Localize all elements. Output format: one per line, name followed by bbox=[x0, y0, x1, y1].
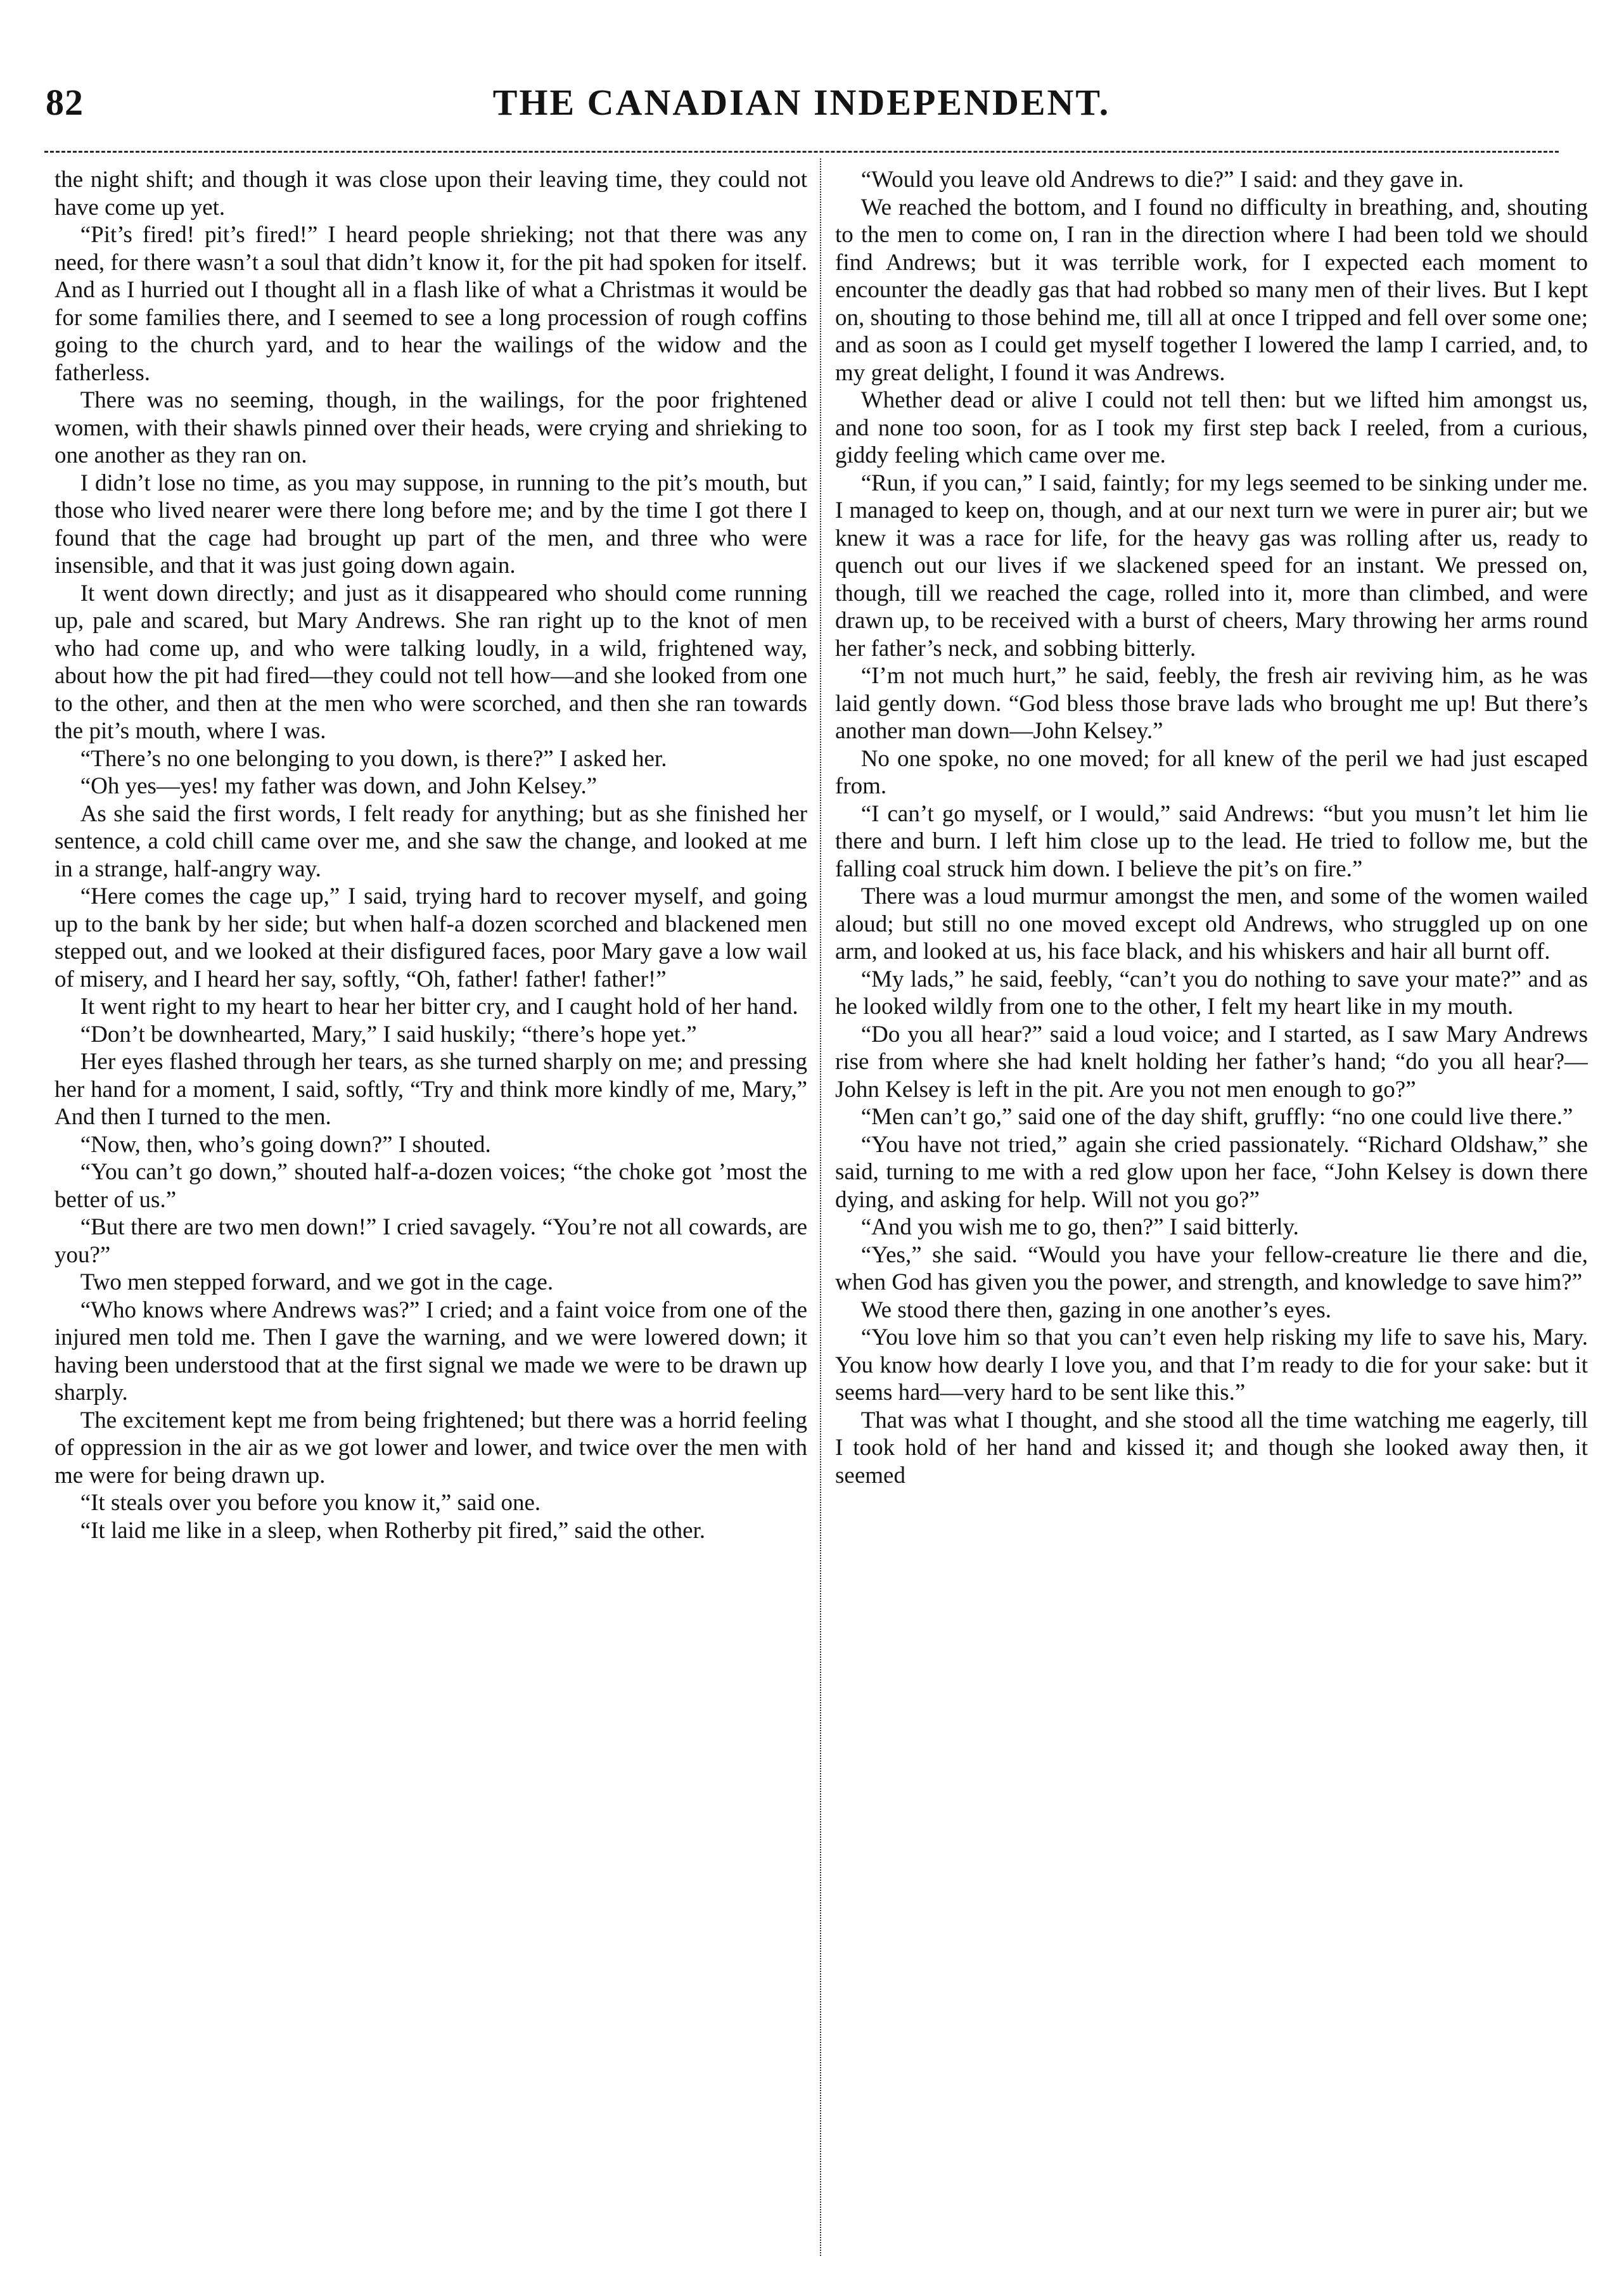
paragraph: There was a loud murmur amongst the men, and some of the women wailed aloud; but still no one moved except old Andrews, who struggled up on one arm, and looked at us, his face black, and his whiskers and hair all burnt off. bbox=[835, 883, 1588, 964]
paragraph: No one spoke, no one moved; for all knew of the peril we had just escaped from. bbox=[835, 745, 1588, 799]
paragraph: “Oh yes—yes! my father was down, and John Kelsey.” bbox=[80, 773, 598, 799]
paragraph: “Run, if you can,” I said, faintly; for my legs seemed to be sinking under me. I managed to keep on, though, and at our next turn we were in purer air; but we knew it was a race for life, for the heavy gas was rolling after us, ready to quench out our lives if we slackened speed for an instant. We pressed on, though, till we reached the cage, rolled into it, more than climbed, and were drawn up, to be received with a burst of cheers, Mary throwing her arms round her father’s neck, and sobbing bitterly. bbox=[835, 470, 1588, 662]
paragraph: “Who knows where Andrews was?” I cried; and a faint voice from one of the injured men told me. Then I gave the warning, and we were lowered down; it having been understood that at the first signal we made we were to be drawn up sharply. bbox=[54, 1297, 807, 1406]
paragraph: “Pit’s fired! pit’s fired!” I heard people shrieking; not that there was any need, for there wasn’t a soul that didn’t know it, for the pit had spoken for itself. And as I hurried out I thought all in a flash like of what a Christmas it would be for some families there, and I seemed to see a long procession of rough coffins going to the church yard, and to hear the wailings of the widow and the fatherless. bbox=[54, 222, 807, 386]
paragraph: I didn’t lose no time, as you may suppose, in running to the pit’s mouth, but those who lived nearer were there long before me; and by the time I got there I found that the cage had brought up part of the men, and three who were insensible, and that it was just going down again. bbox=[54, 470, 807, 579]
paragraph: “My lads,” he said, feebly, “can’t you do nothing to save your mate?” and as he looked wildly from one to the other, I felt my heart like in my mouth. bbox=[835, 966, 1588, 1020]
right-column bbox=[835, 166, 1588, 2257]
paragraph: It went down directly; and just as it disappeared who should come running up, pale and scared, but Mary Andrews. She ran right up to the knot of men who had come up, and who were talking loudly, in a wild, frightened way, about how the pit had fired—they could not tell how—and she looked from one to the other, and then at the men who were scorched, and then she ran towards the pit’s mouth, where I was. bbox=[54, 580, 807, 744]
paragraph: As she said the first words, I felt ready for anything; but as she finished her sentence, a cold chill came over me, and she saw the change, and looked at me in a strange, half-angry way. bbox=[54, 800, 807, 882]
paragraph: We reached the bottom, and I found no difficulty in breathing, and, shouting to the men to come on, I ran in the direction where I had been told we should find Andrews; but it was terrible work, for I expected each moment to encounter the deadly gas that had robbed so many men of their lives. But I kept on, shouting to those behind me, till all at once I tripped and fell over some one; and as soon as I could get myself together I lowered the lamp I carried, and, to my great delight, I found it was Andrews. bbox=[835, 194, 1588, 386]
paragraph: Her eyes flashed through her tears, as she turned sharply on me; and pressing her hand for a moment, I said, softly, “Try and think more kindly of me, Mary,” And then I turned to the men. bbox=[54, 1049, 807, 1130]
page-number: 82 bbox=[46, 82, 84, 123]
running-head: THE CANADIAN INDEPENDENT. bbox=[492, 82, 1111, 123]
paragraph: “Would you leave old Andrews to die?” I said: and they gave in. bbox=[860, 167, 1464, 193]
page-header bbox=[44, 81, 1559, 138]
paragraph: Whether dead or alive I could not tell then: but we lifted him amongst us, and none too soon, for as I took my first step back I reeled, from a curious, giddy feeling which came over me. bbox=[835, 387, 1588, 468]
paragraph: “Don’t be downhearted, Mary,” I said huskily; “there’s hope yet.” bbox=[80, 1021, 697, 1047]
paragraph: The excitement kept me from being frightened; but there was a horrid feeling of oppression in the air as we got lower and lower, and twice over the men with me were for being drawn up. bbox=[54, 1407, 807, 1489]
paragraph: “Now, then, who’s going down?” I shouted. bbox=[80, 1131, 491, 1158]
paragraph: “You can’t go down,” shouted half-a-dozen voices; “the choke got ’most the better of us.” bbox=[54, 1159, 807, 1213]
paragraph: “It steals over you before you know it,” said one. bbox=[80, 1490, 541, 1516]
paragraph: the night shift; and though it was close upon their leaving time, they could not have come up yet. bbox=[54, 167, 807, 221]
paragraph: There was no seeming, though, in the wailings, for the poor frightened women, with their shawls pinned over their heads, were crying and shrieking to one another as they ran on. bbox=[54, 387, 807, 468]
paragraph: Two men stepped forward, and we got in the cage. bbox=[80, 1269, 554, 1295]
paragraph: We stood there then, gazing in one another’s eyes. bbox=[860, 1297, 1331, 1323]
paragraph: “Here comes the cage up,” I said, trying hard to recover myself, and going up to the bank by her side; but when half-a dozen scorched and blackened men stepped out, and we looked at their disfigured faces, poor Mary gave a low wail of misery, and I heard her say, softly, “Oh, father! father! father!” bbox=[54, 883, 807, 992]
paragraph: “You have not tried,” again she cried passionately. “Richard Oldshaw,” she said, turning to me with a red glow upon her face, “John Kelsey is down there dying, and asking for help. Will not you go?” bbox=[835, 1131, 1588, 1213]
paragraph: “Do you all hear?” said a loud voice; and I started, as I saw Mary Andrews rise from where she had knelt holding her father’s hand; “do you all hear?—John Kelsey is left in the pit. Are you not men enough to go?” bbox=[835, 1021, 1588, 1103]
paragraph: “Yes,” she said. “Would you have your fellow-creature lie there and die, when God has given you the power, and strength, and knowledge to save him?” bbox=[835, 1241, 1588, 1295]
paragraph: “But there are two men down!” I cried savagely. “You’re not all cowards, are you?” bbox=[54, 1214, 807, 1268]
paragraph: “I can’t go myself, or I would,” said Andrews: “but you musn’t let him lie there and burn. I left him close up to the lead. He tried to follow me, but the falling coal struck him down. I believe the pit’s on fire.” bbox=[835, 800, 1588, 882]
left-column bbox=[54, 166, 807, 2257]
paragraph: “Men can’t go,” said one of the day shift, gruffly: “no one could live there.” bbox=[860, 1104, 1573, 1130]
paragraph: “You love him so that you can’t even help risking my life to save his, Mary. You know how dearly I love you, and that I’m ready to die for your sake: but it seems hard—very hard to be sent like this.” bbox=[835, 1324, 1588, 1406]
paragraph: It went right to my heart to hear her bitter cry, and I caught hold of her hand. bbox=[80, 994, 798, 1020]
paragraph: “I’m not much hurt,” he said, feebly, the fresh air reviving him, as he was laid gently down. “God bless those brave lads who brought me up! But there’s another man down—John Kelsey.” bbox=[835, 663, 1588, 744]
paragraph: “It laid me like in a sleep, when Rotherby pit fired,” said the other. bbox=[80, 1517, 706, 1544]
paragraph: “And you wish me to go, then?” I said bitterly. bbox=[860, 1214, 1299, 1240]
paragraph: That was what I thought, and she stood all the time watching me eagerly, till I took hold of her hand and kissed it; and though she looked away then, it seemed bbox=[835, 1407, 1588, 1489]
column-divider bbox=[820, 158, 821, 2256]
paragraph: “There’s no one belonging to you down, is there?” I asked her. bbox=[80, 745, 667, 772]
header-rule bbox=[44, 151, 1559, 153]
